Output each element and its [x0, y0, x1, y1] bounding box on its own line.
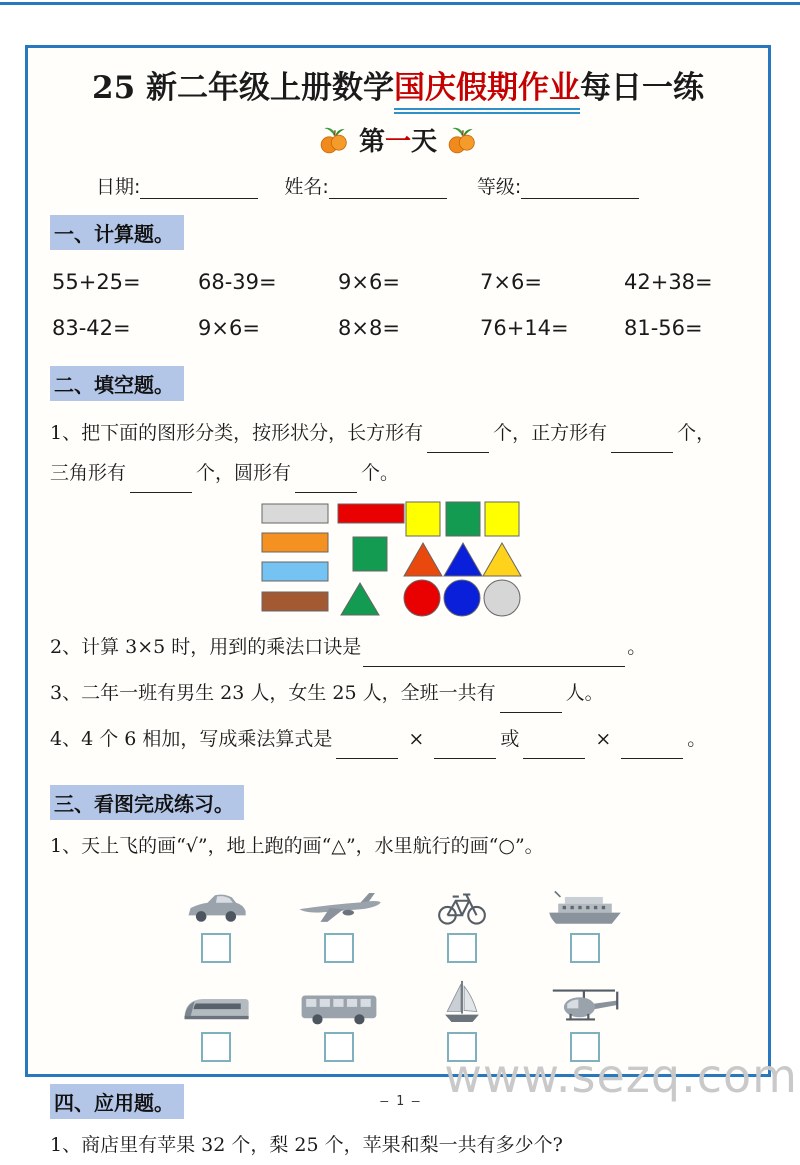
title-suffix: 每日一练	[579, 70, 704, 106]
title-prefix: 25 新二年级上册数学	[92, 70, 394, 106]
calc-problem: 9×6=	[338, 270, 400, 294]
answer-blank	[363, 646, 625, 667]
day-text: 第一天	[358, 127, 438, 157]
top-border-line	[0, 2, 800, 5]
shape-blue-circle	[444, 580, 480, 616]
page-number: — 1 —	[380, 1094, 420, 1109]
page-title	[50, 62, 746, 107]
bus-icon	[298, 973, 380, 1025]
date-label: 日期:	[96, 176, 141, 198]
shape-red-circle	[404, 580, 440, 616]
shape-green-square-1	[446, 502, 480, 536]
name-blank	[329, 178, 447, 199]
shape-gray-circle	[484, 580, 520, 616]
calc-problem: 8×8=	[338, 316, 400, 340]
answer-blank	[523, 738, 585, 759]
name-label: 姓名:	[284, 176, 329, 198]
calc-problem: 42+38=	[624, 270, 713, 294]
vehicle-checkbox	[447, 933, 477, 963]
answer-blank	[130, 472, 192, 493]
shape-green-square-2	[353, 537, 387, 571]
calc-problem: 55+25=	[52, 270, 141, 294]
shape-red-orange-triangle	[404, 543, 442, 576]
answer-blank	[336, 738, 398, 759]
question-4-1: 1、商店里有苹果 32 个，梨 25 个，苹果和梨一共有多少个?	[50, 1134, 563, 1156]
shape-sky-blue-rectangle	[262, 562, 328, 581]
shape-orange-rectangle	[262, 533, 328, 552]
vehicle-checkbox	[201, 1032, 231, 1062]
answer-blank	[434, 738, 496, 759]
shape-classification-grid	[258, 499, 523, 621]
calc-problems-grid	[50, 270, 746, 340]
grade-label: 等级:	[476, 176, 522, 198]
day-number: 一	[384, 127, 411, 157]
shape-gray-rectangle	[262, 504, 328, 523]
shape-green-triangle	[341, 583, 379, 615]
calc-problem: 9×6=	[198, 316, 260, 340]
vehicle-grid	[154, 874, 646, 1062]
shape-red-rectangle	[338, 504, 404, 523]
vehicle-cell-bicycle	[400, 874, 523, 963]
question-2-2: 2、计算 3×5 时，用到的乘法口诀是 。	[50, 627, 746, 667]
calc-problem: 76+14=	[480, 316, 569, 340]
vehicle-cell-bus	[277, 973, 400, 1062]
question-2-3: 3、二年一班有男生 23 人，女生 25 人，全班一共有 人。	[50, 673, 746, 713]
answer-blank	[611, 432, 673, 453]
watermark: www.sezq.com	[444, 1049, 798, 1103]
vehicle-cell-cruise-ship	[523, 874, 646, 963]
question-2-4: 4、4 个 6 相加，写成乘法算式是 × 或 × 。	[50, 719, 746, 759]
title-highlight: 国庆假期作业	[394, 70, 580, 114]
section4-heading: 四、应用题。	[50, 1084, 184, 1119]
helicopter-icon	[545, 973, 625, 1025]
calc-problem: 68-39=	[198, 270, 277, 294]
tangerine-icon	[447, 126, 477, 154]
shapes-figure	[258, 499, 523, 621]
tangerine-icon	[319, 126, 349, 154]
day-banner	[50, 121, 746, 158]
answer-blank	[621, 738, 683, 759]
vehicle-checkbox	[324, 933, 354, 963]
cruise-ship-icon	[544, 874, 626, 926]
question-2-1: 1、把下面的图形分类，按形状分，长方形有 个，正方形有 个， 三角形有 个，圆形有 个。	[50, 413, 746, 493]
vehicle-checkbox	[570, 933, 600, 963]
answer-blank	[500, 692, 562, 713]
shape-yellow-triangle	[483, 543, 521, 576]
vehicle-checkbox	[324, 1032, 354, 1062]
shape-yellow-square-1	[406, 502, 440, 536]
calc-problem: 81-56=	[624, 316, 703, 340]
calc-problem: 83-42=	[52, 316, 131, 340]
car-icon	[181, 874, 251, 926]
section1-heading: 一、计算题。	[50, 215, 184, 250]
answer-blank	[295, 472, 357, 493]
shape-yellow-square-2	[485, 502, 519, 536]
airplane-icon	[295, 874, 383, 926]
calc-problem: 7×6=	[480, 270, 542, 294]
vehicle-cell-airplane	[277, 874, 400, 963]
section2-heading: 二、填空题。	[50, 366, 184, 401]
vehicle-checkbox	[201, 933, 231, 963]
sailboat-icon	[443, 973, 481, 1025]
question-3-1: 1、天上飞的画“√”，地上跑的画“△”，水里航行的画“○”。	[50, 835, 544, 857]
shape-brown-rectangle	[262, 592, 328, 611]
vehicle-cell-car	[154, 874, 277, 963]
shape-blue-triangle	[444, 543, 482, 576]
grade-blank	[521, 178, 639, 199]
bicycle-icon	[435, 874, 489, 926]
answer-blank	[427, 432, 489, 453]
vehicle-cell-train	[154, 973, 277, 1062]
section3-heading: 三、看图完成练习。	[50, 785, 244, 820]
student-info-row	[96, 172, 746, 199]
train-icon	[180, 973, 252, 1025]
date-blank	[140, 178, 258, 199]
